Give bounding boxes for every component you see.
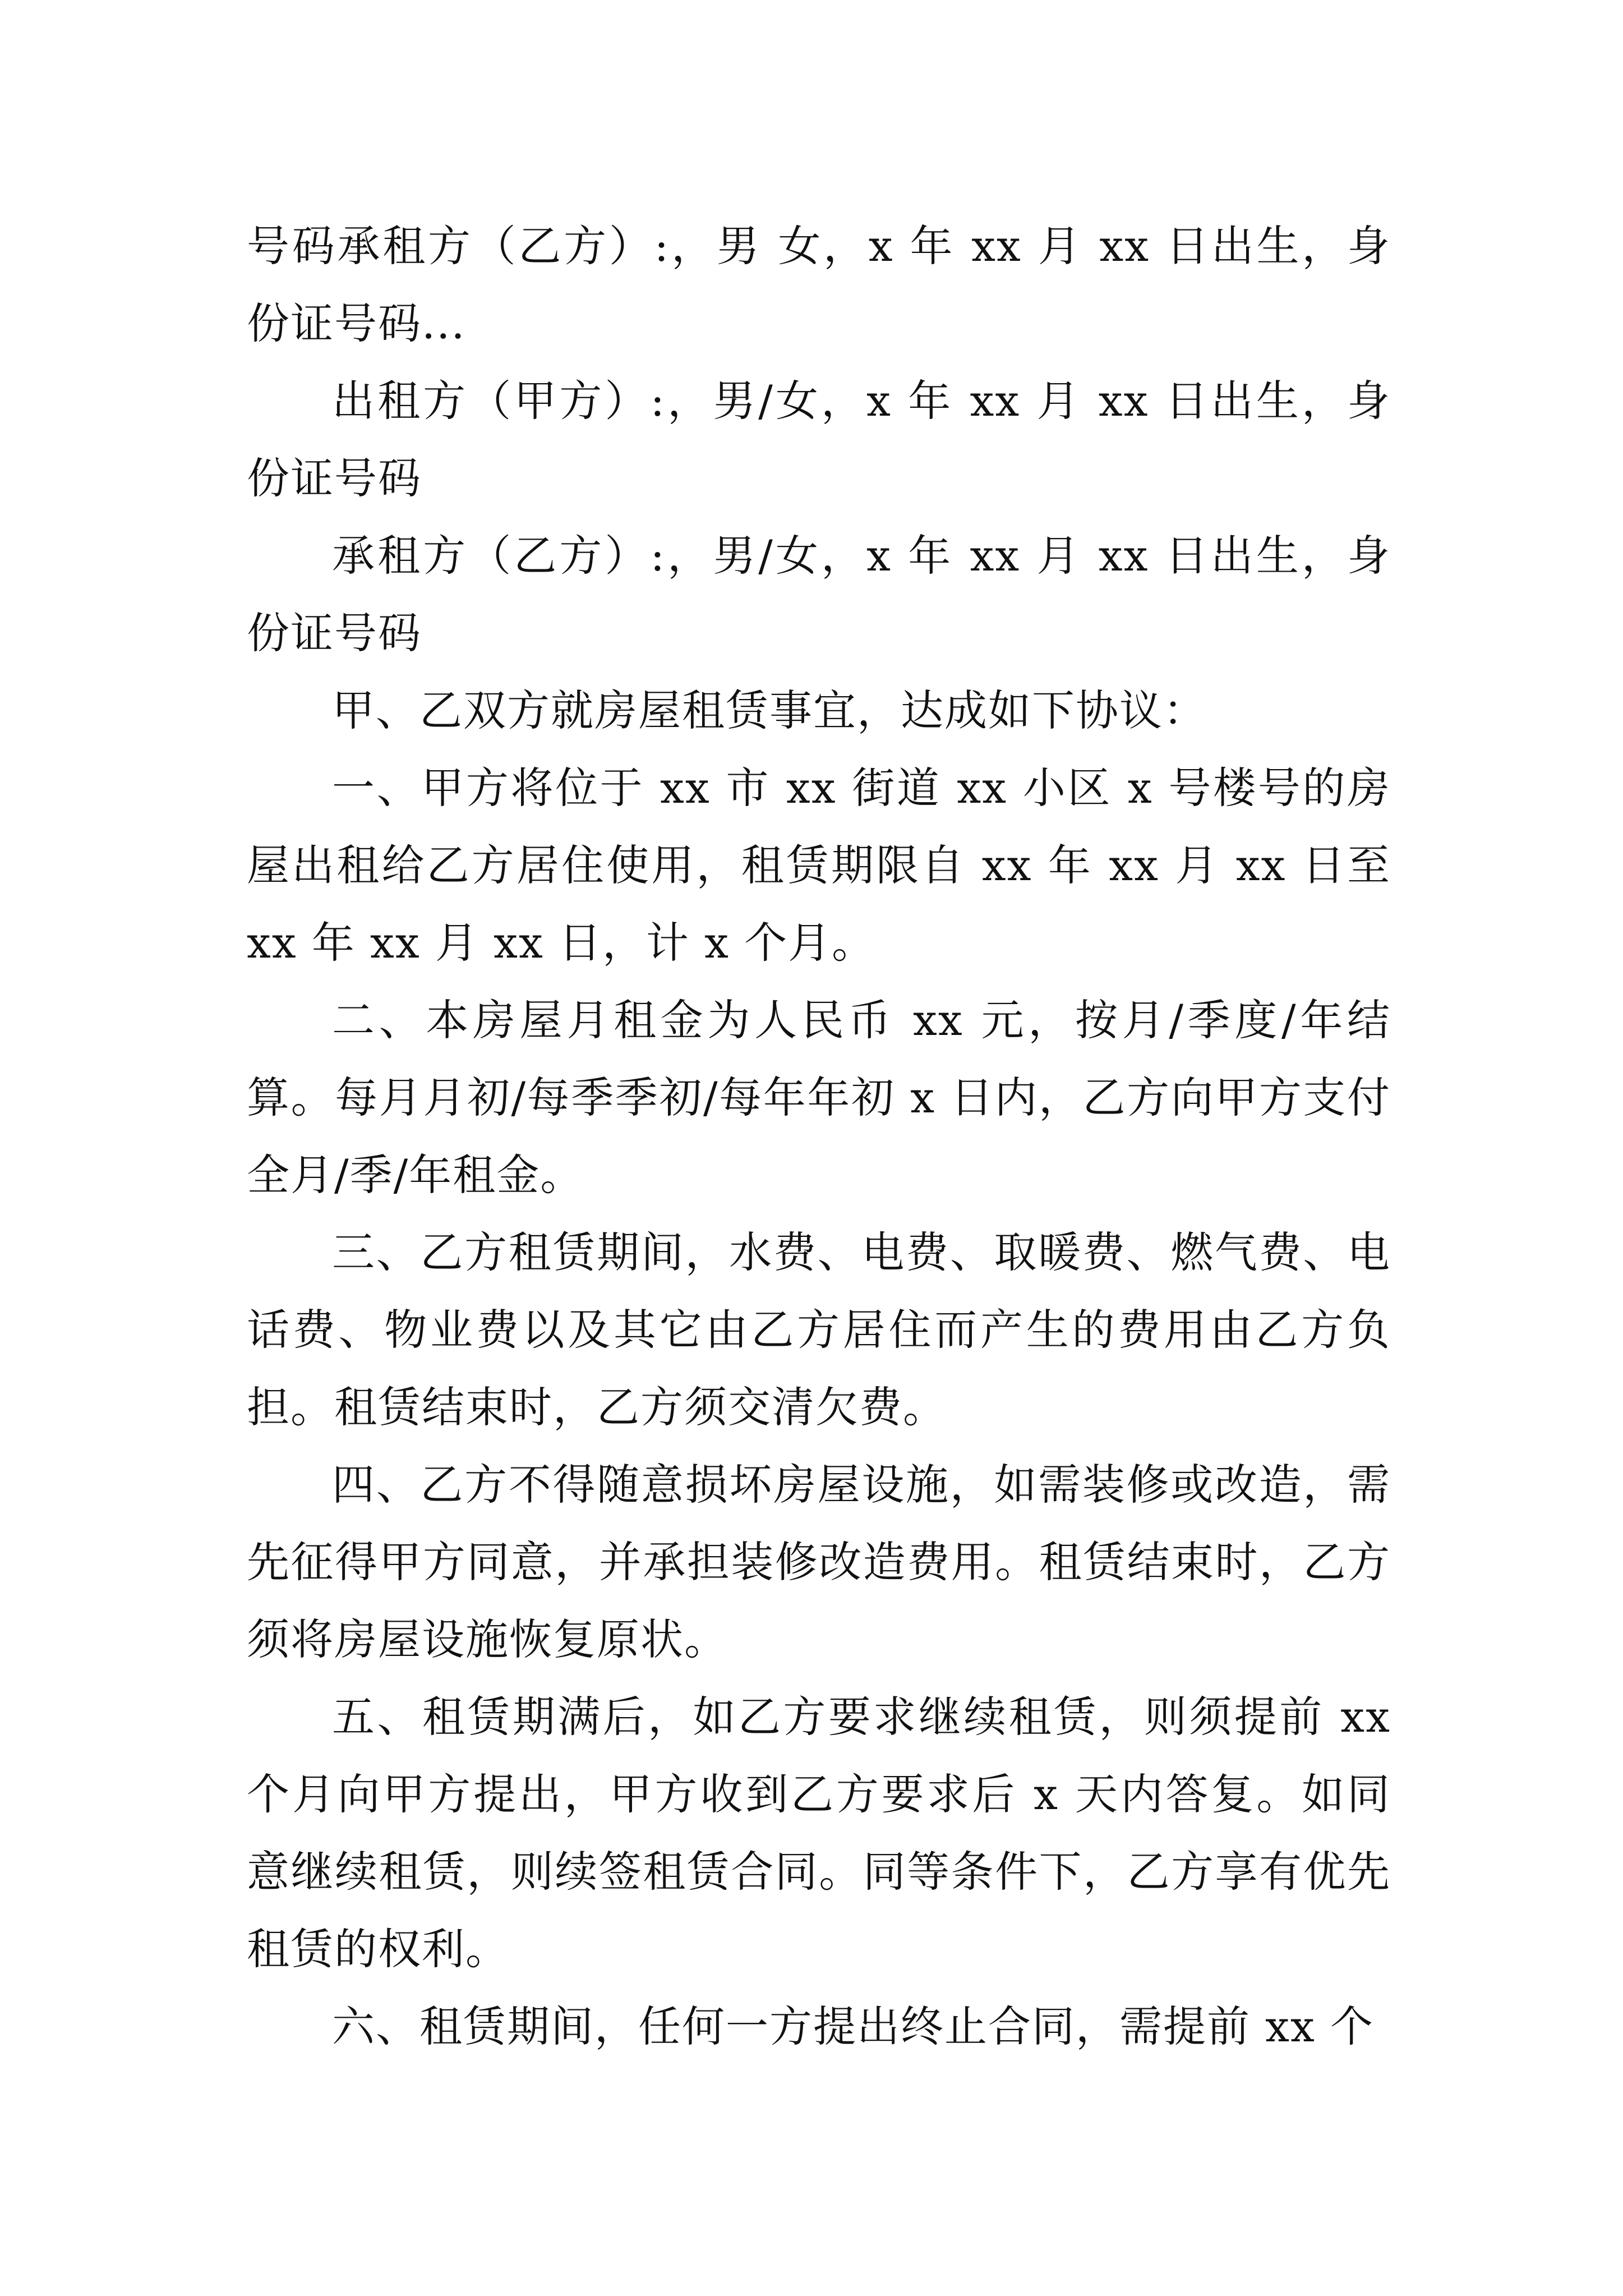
clause-2-rent-payment: 二、本房屋月租金为人民币 xx 元，按月/季度/年结算。每月月初/每季季初/每年年初 x 日内，乙方向甲方支付全月/季/年租金。	[247, 995, 1391, 1200]
document-body	[247, 208, 1391, 2065]
paragraph-agreement-intro: 甲、乙双方就房屋租赁事宜，达成如下协议：	[332, 685, 1207, 735]
paragraph-lessee-party-b: 承租方（乙方）:，男/女，x 年 xx 月 xx 日出生，身份证号码	[247, 531, 1391, 658]
clause-6-termination: 六、租赁期间，任何一方提出终止合同，需提前 xx 个	[332, 2001, 1375, 2051]
paragraph-lessor-party-a: 出租方（甲方）:，男/女，x 年 xx 月 xx 日出生，身份证号码	[247, 376, 1391, 503]
clause-3-utility-fees: 三、乙方租赁期间，水费、电费、取暖费、燃气费、电话费、物业费以及其它由乙方居住而产生的费用由乙方负担。租赁结束时，乙方须交清欠费。	[247, 1227, 1391, 1432]
clause-4-renovation: 四、乙方不得随意损坏房屋设施，如需装修或改造，需先征得甲方同意，并承担装修改造费用。租赁结束时，乙方须将房屋设施恢复原状。	[247, 1460, 1391, 1664]
clause-1-premises-and-term: 一、甲方将位于 xx 市 xx 街道 xx 小区 x 号楼号的房屋出租给乙方居住使用，租赁期限自 xx 年 xx 月 xx 日至 xx 年 xx 月 xx 日，计 x 个月。	[247, 763, 1391, 968]
paragraph-tenant-id-continuation: 号码承租方（乙方）:，男 女，x 年 xx 月 xx 日出生，身份证号码...	[247, 221, 1391, 348]
clause-5-renewal: 五、租赁期满后，如乙方要求继续租赁，则须提前 xx 个月向甲方提出，甲方收到乙方要求后 x 天内答复。如同意继续租赁，则续签租赁合同。同等条件下，乙方享有优先租赁的权利。	[247, 1692, 1391, 1974]
